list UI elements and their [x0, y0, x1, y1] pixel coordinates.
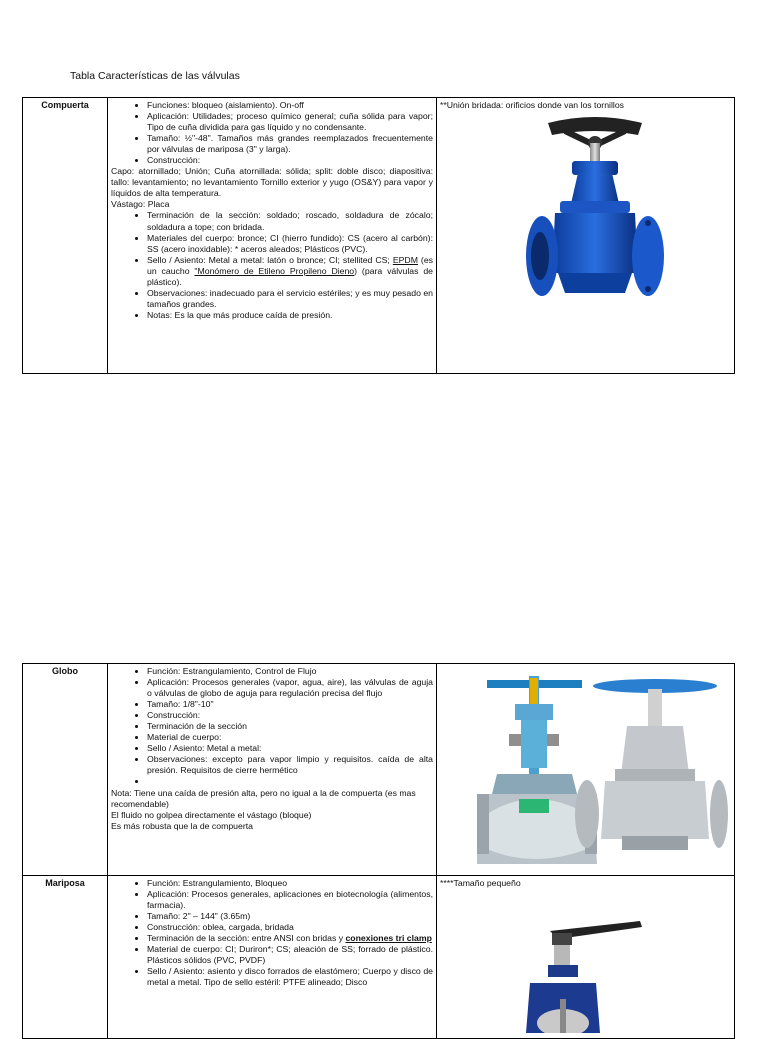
butterfly-valve-image [510, 903, 660, 1033]
monomero-link[interactable]: "Monómero de Etileno Propileno Dieno [194, 265, 355, 276]
globe-valve-image [437, 664, 728, 872]
globo-note: El fluido no golpea directamente el vástago (bloque) [111, 809, 312, 820]
mariposa-description [108, 876, 437, 1039]
list-item: • Sello / Asiento: asiento y disco forrados de elastómero; Cuerpo y disco de metal a metal. Tipo de sello estéril: PTFE alineado; Disco [147, 966, 433, 988]
valve-name-mariposa: Mariposa [23, 876, 108, 1039]
list-item: • Tamaño: 2" – 144" (3.65m) [147, 911, 433, 922]
list-item: • Tamaño: 1/8"-10" [147, 699, 433, 710]
globo-mariposa-table [22, 663, 735, 1039]
list-item: • Material de cuerpo: CI; Duriron*; CS; aleación de SS; forrado de plástico. Plásticos sólidos (PVC, PVDF) [147, 944, 433, 966]
epdm-link[interactable]: EPDM [392, 254, 418, 265]
list-item-sello: • Sello / Asiento: Metal a metal: latón o bronce; CI; stellited CS; EPDM (es un caucho "Monómero de Etileno Propileno Dieno) (para válvulas de plástico). [147, 255, 433, 288]
list-item-terminacion: • Terminación de la sección: entre ANSI con bridas y conexiones tri clamp [147, 933, 433, 944]
globo-note: Es más robusta que la de compuerta [111, 820, 253, 831]
globo-note: Nota: Tiene una caída de presión alta, pero no igual a la de compuerta (es mas recomendable) [111, 787, 416, 809]
list-item: • Tamaño: ½"-48". Tamaños más grandes reemplazados frecuentemente por válvulas de mariposa (3" y larga). [147, 133, 433, 155]
list-item: • Construcción: [147, 710, 433, 721]
list-item: • Observaciones: excepto para vapor limpio y requisitos. caída de alta presión. Requisitos de cierre hermético [147, 754, 433, 776]
tri-clamp-link[interactable]: conexiones tri clamp [345, 933, 432, 944]
list-item: • Material de cuerpo: [147, 732, 433, 743]
list-item: • Funciones: bloqueo (aislamiento). On-off [147, 100, 433, 111]
compuerta-table [22, 97, 735, 374]
list-item: • Construcción: [147, 155, 433, 166]
image-note: ****Tamaño pequeño [440, 878, 521, 889]
list-item: • Función: Estrangulamiento, Control de Flujo [147, 666, 433, 677]
valve-name-compuerta: Compuerta [23, 98, 108, 374]
globo-description [108, 664, 437, 876]
compuerta-image-cell [437, 98, 735, 374]
list-item: • Sello / Asiento: Metal a metal: [147, 743, 433, 754]
list-item: • Aplicación: Procesos generales (vapor, agua, aire), las válvulas de aguja o válvulas de globo de aguja para regulación precisa del flujo [147, 677, 433, 699]
list-item [147, 776, 433, 787]
compuerta-description [108, 98, 437, 374]
list-item: • Observaciones: inadecuado para el servicio estériles; y es muy pesado en tamaños grandes. [147, 288, 433, 310]
list-item: • Construcción: oblea, cargada, bridada [147, 922, 433, 933]
list-item: • Terminación de la sección: soldado; roscado, soldadura de zócalo; soldadura a tope; con bridada. [147, 210, 433, 232]
list-item: • Función: Estrangulamiento, Bloqueo [147, 878, 433, 889]
construccion-text: Capo: atornillado; Unión; Cuña atornillada: sólida; split: doble disco; diapositiva: tallo: levantamiento; no levantamiento Tornillo exterior y yugo (OS&Y) para vapor y líquidos de alta temperatura. [111, 166, 433, 199]
list-item: • Materiales del cuerpo: bronce; CI (hierro fundido): CS (acero al carbón): SS (acero inoxidable): * aceros aleados; Plásticos (PVC). [147, 233, 433, 255]
list-item: • Aplicación: Procesos generales, aplicaciones en biotecnología (alimentos, farmacia). [147, 889, 433, 911]
globo-image-cell [437, 664, 735, 876]
gate-valve-image [520, 113, 670, 308]
list-item: • Aplicación: Utilidades; proceso químico general; cuña sólida para vapor; Tipo de cuña dividida para gas líquido y no condensante. [147, 111, 433, 133]
valve-name-globo: Globo [23, 664, 108, 876]
mariposa-image-cell [437, 876, 735, 1039]
list-item: • Notas: Es la que más produce caída de presión. [147, 310, 433, 321]
image-note: **Unión bridada: orificios donde van los tornillos [440, 100, 624, 110]
list-item: • Terminación de la sección [147, 721, 433, 732]
vastago-text: Vástago: Placa [111, 199, 170, 210]
document-title: Tabla Características de las válvulas [70, 70, 240, 82]
